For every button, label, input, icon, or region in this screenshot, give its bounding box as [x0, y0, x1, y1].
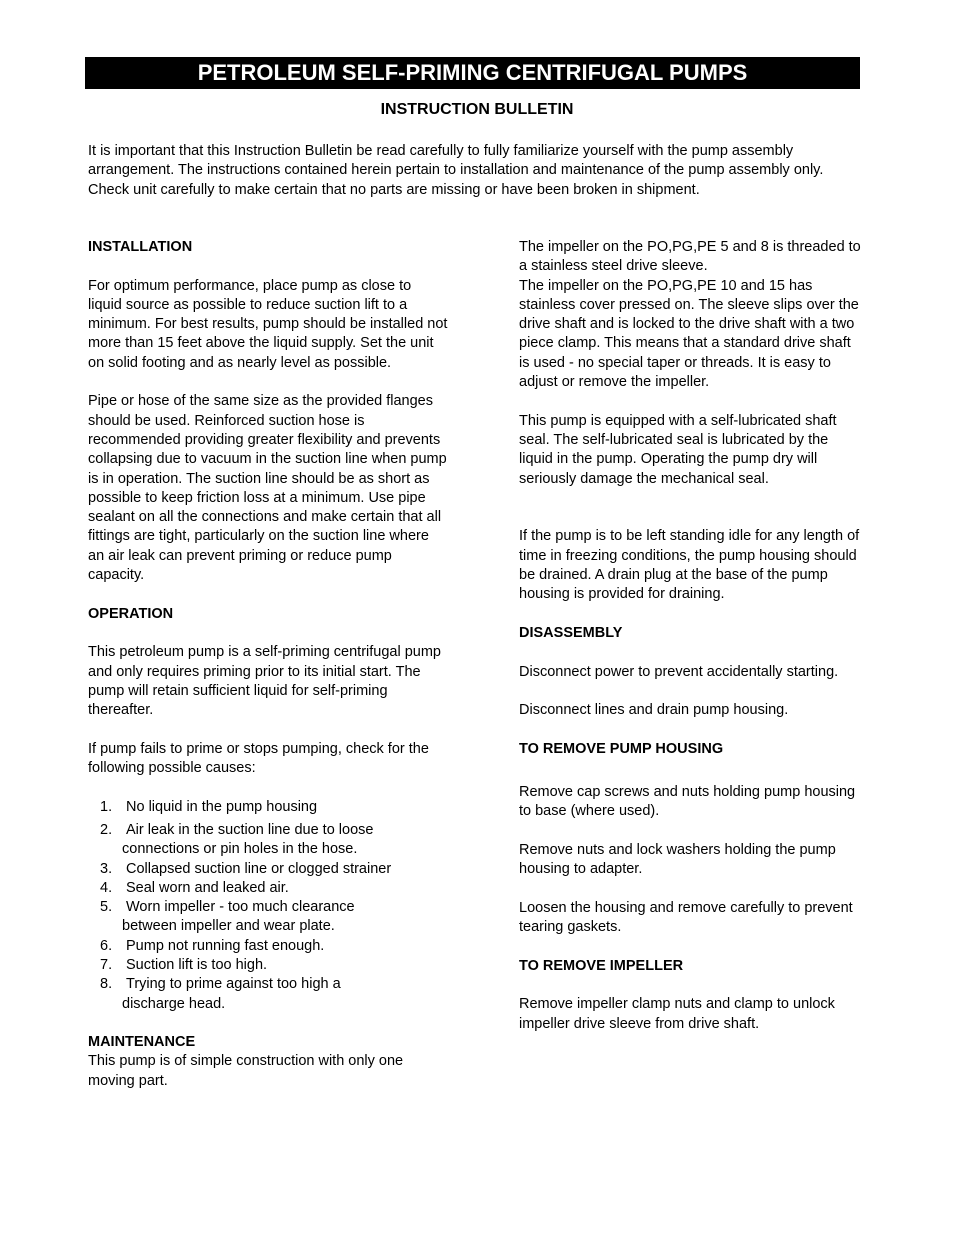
list-item: 8. Trying to prime against too high a discharge head. — [100, 976, 341, 1012]
remove-impeller-paragraph-1: Remove impeller clamp nuts and clamp to unlock impeller drive sleeve from drive shaft. — [519, 996, 835, 1032]
disassembly-paragraph-1: Disconnect power to prevent accidentally starting. — [519, 663, 839, 680]
list-item: 3. Collapsed suction line or clogged strainer — [100, 860, 392, 877]
causes-list — [88, 798, 448, 1014]
remove-impeller-heading: TO REMOVE IMPELLER — [519, 957, 684, 974]
operation-heading: OPERATION — [88, 605, 174, 622]
maintenance-heading: MAINTENANCE — [88, 1034, 196, 1051]
list-item: 6. Pump not running fast enough. — [100, 937, 325, 954]
list-item: 7. Suction lift is too high. — [100, 956, 268, 973]
impeller-paragraph-2: The impeller on the PO,PG,PE 10 and 15 has stainless cover pressed on. The sleeve slips over the drive shaft and is locked to the drive shaft with a two piece clamp. This means that a standard drive shaft is used - no special taper or threads. It is easy to adjust or remove the impeller. — [519, 277, 859, 391]
intro-paragraph: It is important that this Instruction Bulletin be read carefully to fully familiarize yourself with the pump assembly arrangement. The instructions contained herein pertain to installation and maintenance of the pump assembly only. Check unit carefully to make certain that no parts are missing or have been broken in shipment. — [88, 143, 824, 198]
remove-housing-paragraph-3: Loosen the housing and remove carefully to prevent tearing gaskets. — [519, 899, 853, 936]
list-item: 5. Worn impeller - too much clearance between impeller and wear plate. — [100, 899, 355, 935]
right-column — [519, 238, 864, 1053]
installation-heading: INSTALLATION — [88, 239, 193, 255]
list-item: 1. No liquid in the pump housing — [100, 798, 318, 815]
remove-housing-paragraph-1: Remove cap screws and nuts holding pump housing to base (where used). — [519, 784, 856, 820]
installation-paragraph-1: For optimum performance, place pump as close to liquid source as possible to reduce suction lift to a minimum. For best results, pump should be installed not more than 15 feet above the liquid supply. Set the unit on solid footing and as nearly level as possible. — [88, 277, 448, 371]
operation-paragraph-2: If pump fails to prime or stops pumping, check for the following possible causes: — [88, 740, 429, 777]
left-column — [88, 238, 448, 1110]
impeller-paragraph-1: The impeller on the PO,PG,PE 5 and 8 is threaded to a stainless steel drive sleeve. — [519, 239, 861, 275]
disassembly-paragraph-2: Disconnect lines and drain pump housing. — [519, 702, 789, 719]
remove-housing-heading: TO REMOVE PUMP HOUSING — [519, 740, 724, 757]
maintenance-paragraph-1: This pump is of simple construction with only one moving part. — [88, 1053, 404, 1089]
document-subtitle: INSTRUCTION BULLETIN — [380, 101, 574, 118]
list-item: 2. Air leak in the suction line due to loose connections or pin holes in the hose. — [100, 821, 374, 858]
seal-paragraph: This pump is equipped with a self-lubricated shaft seal. The self-lubricated seal is lubricated by the liquid in the pump. Operating the pump dry will seriously damage the mechanical seal. — [519, 412, 837, 487]
operation-paragraph-1: This petroleum pump is a self-priming centrifugal pump and only requires priming prior to its initial start. The pump will retain sufficient liquid for self-priming thereafter. — [88, 644, 441, 719]
disassembly-heading: DISASSEMBLY — [519, 624, 623, 641]
list-item: 4. Seal worn and leaked air. — [100, 879, 289, 896]
installation-paragraph-2: Pipe or hose of the same size as the provided flanges should be used. Reinforced suction hose is recommended providing greater flexibility and prevents collapsing due to vacuum in the suction line when pump is in operation. The suction line should be as short as possible to keep friction loss at a minimum. Use pipe sealant on all the connections and make certain that all fittings are tight, particularly on the suction line where an air leak can prevent priming or reduce pump capacity. — [88, 393, 447, 584]
freezing-paragraph: If the pump is to be left standing idle for any length of time in freezing conditions, the pump housing should be drained. A drain plug at the base of the pump housing is provided for draining. — [519, 528, 860, 603]
remove-housing-paragraph-2: Remove nuts and lock washers holding the pump housing to adapter. — [519, 841, 836, 878]
document-title: PETROLEUM SELF-PRIMING CENTRIFUGAL PUMPS — [85, 57, 860, 89]
